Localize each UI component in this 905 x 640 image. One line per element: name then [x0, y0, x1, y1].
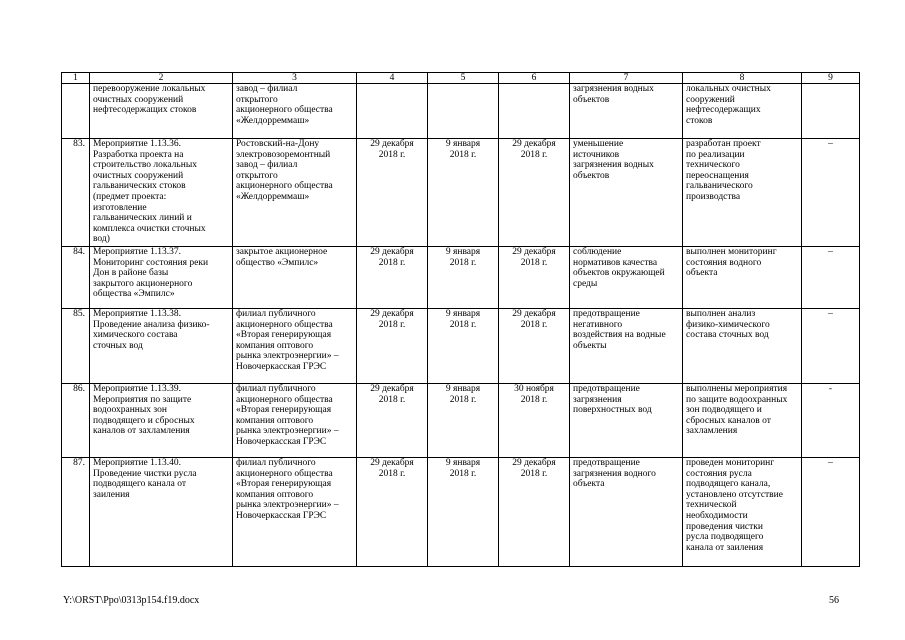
actual-result-cell: проведен мониторинг состояния русла подводящего канала, установлено отсутствие технической необходимости проведения чистки русла подводящего канала от заиления — [683, 458, 802, 567]
actual-result-cell: локальных очистных сооружений нефтесодержащих стоков — [683, 84, 802, 139]
header-cell: 9 — [802, 73, 860, 84]
executor-cell: закрытое акционерное общество «Эмпилс» — [233, 247, 357, 309]
table-row — [62, 247, 860, 309]
actual-result-cell: выполнен мониторинг состояния водного объекта — [683, 247, 802, 309]
date-cell: 29 декабря 2018 г. — [357, 309, 428, 384]
date-cell: 29 декабря 2018 г. — [499, 309, 570, 384]
footer-page-number: 56 — [829, 595, 839, 606]
row-number-cell — [62, 84, 90, 139]
header-cell: 2 — [90, 73, 233, 84]
expected-result-cell: соблюдение нормативов качества объектов окружающей среды — [570, 247, 683, 309]
expected-result-cell: предотвращение загрязнения поверхностных вод — [570, 384, 683, 458]
date-cell: 9 января 2018 г. — [428, 458, 499, 567]
measure-cell: перевооружение локальных очистных сооружений нефтесодержащих стоков — [90, 84, 233, 139]
measure-cell: Мероприятие 1.13.40. Проведение чистки русла подводящего канала от заиления — [90, 458, 233, 567]
table-row — [62, 309, 860, 384]
measures-table — [61, 72, 860, 567]
date-cell: 29 декабря 2018 г. — [357, 458, 428, 567]
note-cell: – — [802, 247, 860, 309]
date-cell: 29 декабря 2018 г. — [357, 384, 428, 458]
row-number-cell: 86. — [62, 384, 90, 458]
note-cell: - — [802, 384, 860, 458]
footer-file-path: Y:\ORST\Ppo\0313p154.f19.docx — [63, 595, 200, 606]
expected-result-cell: предотвращение негативного воздействия на водные объекты — [570, 309, 683, 384]
table-header-row — [62, 73, 860, 84]
table-row — [62, 384, 860, 458]
table-row — [62, 139, 860, 247]
measure-cell: Мероприятие 1.13.38. Проведение анализа физико- химического состава сточных вод — [90, 309, 233, 384]
expected-result-cell: предотвращение загрязнения водного объекта — [570, 458, 683, 567]
executor-cell: филиал публичного акционерного общества «Вторая генерирующая компания оптового рынка электроэнергии» – Новочеркасская ГРЭС — [233, 384, 357, 458]
header-cell: 3 — [233, 73, 357, 84]
date-cell: 29 декабря 2018 г. — [357, 139, 428, 247]
date-cell: 9 января 2018 г. — [428, 384, 499, 458]
date-cell: 30 ноября 2018 г. — [499, 384, 570, 458]
executor-cell: филиал публичного акционерного общества «Вторая генерирующая компания оптового рынка электроэнергии» – Новочеркасская ГРЭС — [233, 458, 357, 567]
actual-result-cell: выполнены мероприятия по защите водоохранных зон подводящего и сбросных каналов от захламления — [683, 384, 802, 458]
expected-result-cell: загрязнения водных объектов — [570, 84, 683, 139]
header-cell: 1 — [62, 73, 90, 84]
row-number-cell: 85. — [62, 309, 90, 384]
header-cell: 6 — [499, 73, 570, 84]
executor-cell: филиал публичного акционерного общества «Вторая генерирующая компания оптового рынка электроэнергии» – Новочеркасская ГРЭС — [233, 309, 357, 384]
row-number-cell: 84. — [62, 247, 90, 309]
date-cell: 29 декабря 2018 г. — [499, 458, 570, 567]
header-cell: 7 — [570, 73, 683, 84]
note-cell: – — [802, 458, 860, 567]
date-cell — [499, 84, 570, 139]
row-number-cell: 83. — [62, 139, 90, 247]
executor-cell: Ростовский-на-Дону электровозоремонтный завод – филиал открытого акционерного общества «Желдорреммаш» — [233, 139, 357, 247]
header-cell: 5 — [428, 73, 499, 84]
date-cell: 29 декабря 2018 г. — [499, 139, 570, 247]
date-cell: 29 декабря 2018 г. — [357, 247, 428, 309]
header-cell: 4 — [357, 73, 428, 84]
measure-cell: Мероприятие 1.13.37. Мониторинг состояния реки Дон в районе базы закрытого акционерного общества «Эмпилс» — [90, 247, 233, 309]
actual-result-cell: выполнен анализ физико-химического состава сточных вод — [683, 309, 802, 384]
date-cell — [357, 84, 428, 139]
executor-cell: завод – филиал открытого акционерного общества «Желдорреммаш» — [233, 84, 357, 139]
date-cell — [428, 84, 499, 139]
note-cell: – — [802, 139, 860, 247]
note-cell — [802, 84, 860, 139]
note-cell: – — [802, 309, 860, 384]
date-cell: 9 января 2018 г. — [428, 139, 499, 247]
row-number-cell: 87. — [62, 458, 90, 567]
header-cell: 8 — [683, 73, 802, 84]
date-cell: 9 января 2018 г. — [428, 309, 499, 384]
date-cell: 9 января 2018 г. — [428, 247, 499, 309]
actual-result-cell: разработан проект по реализации технического переоснащения гальванического производства — [683, 139, 802, 247]
table-row — [62, 84, 860, 139]
table-row — [62, 458, 860, 567]
expected-result-cell: уменьшение источников загрязнения водных объектов — [570, 139, 683, 247]
measure-cell: Мероприятие 1.13.36. Разработка проекта на строительство локальных очистных сооружений гальванических стоков (предмет проекта: изготовление гальванических линий и комплекса очистки сточных вод) — [90, 139, 233, 247]
measure-cell: Мероприятие 1.13.39. Мероприятия по защите водоохранных зон подводящего и сбросных каналов от захламления — [90, 384, 233, 458]
date-cell: 29 декабря 2018 г. — [499, 247, 570, 309]
